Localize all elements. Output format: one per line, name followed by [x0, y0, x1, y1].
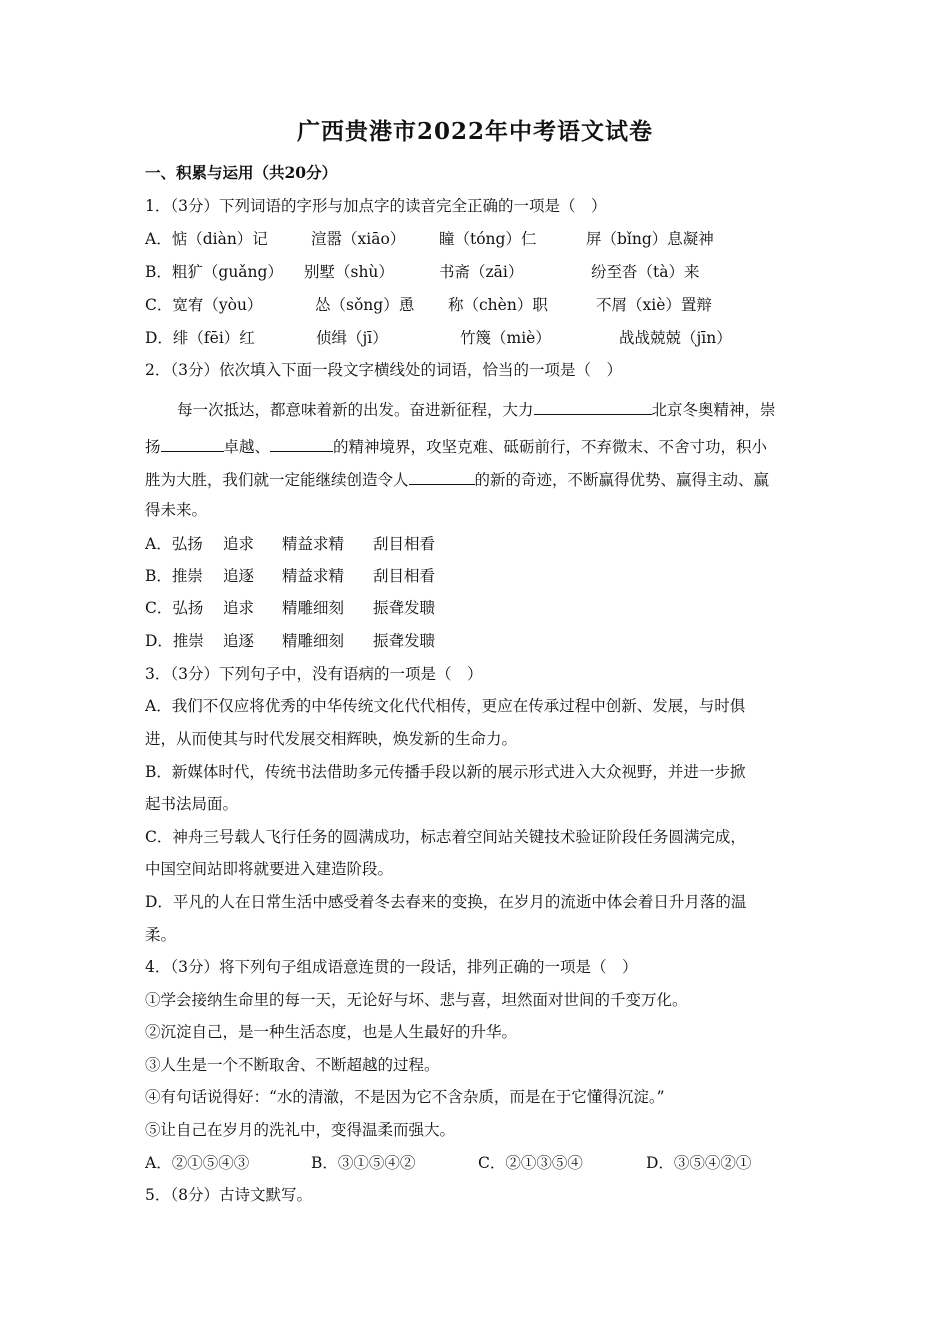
q4-sentence-3: ③人生是一个不断取舍、不断超越的过程。: [145, 1056, 440, 1074]
q3-option-d-line-1: D．平凡的人在日常生活中感受着冬去春来的变换，在岁月的流逝中体会着日升月落的温: [145, 893, 747, 911]
fill-blank-3: [270, 435, 333, 452]
q1-option-d: D．绯（fēi）红 侦缉（jī） 竹篾（miè） 战战兢兢（jīn）: [145, 329, 732, 347]
q3-option-d-line-2: 柔。: [145, 926, 177, 944]
q2-option-b: B．推崇 追逐 精益求精 刮目相看: [145, 567, 436, 585]
q3-option-c-line-1: C．神舟三号载人飞行任务的圆满成功，标志着空间站关键技术验证阶段任务圆满完成，: [145, 828, 746, 846]
q3-option-b-line-2: 起书法局面。: [145, 795, 239, 813]
q3-option-c-line-2: 中国空间站即将就要进入建造阶段。: [145, 860, 394, 878]
q2-option-a: A．弘扬 追求 精益求精 刮目相看: [145, 535, 436, 553]
section-heading: 一、积累与运用（共20分）: [145, 163, 338, 182]
q1-option-c: C．宽宥（yòu） 怂（sǒng）恿 称（chèn）职 不屑（xiè）置辩: [145, 296, 712, 314]
q4-sentence-5: ⑤让自己在岁月的洗礼中，变得温柔而强大。: [145, 1121, 456, 1139]
question-4-stem: 4．（3分）将下列句子组成语意连贯的一段话，排列正确的一项是（ ）: [145, 958, 638, 976]
q4-option-a: A．②①⑤④③: [145, 1154, 250, 1172]
exam-title: 广西贵港市2022年中考语文试卷: [296, 118, 653, 145]
q4-sentence-1: ①学会接纳生命里的每一天，无论好与坏、悲与喜，坦然面对世间的千变万化。: [145, 991, 688, 1009]
q3-option-a-line-1: A．我们不仅应将优秀的中华传统文化代代相传，更应在传承过程中创新、发展，与时俱: [145, 697, 746, 715]
q3-option-a-line-2: 进，从而使其与时代发展交相辉映，焕发新的生命力。: [145, 730, 518, 748]
question-1-stem: 1．（3分）下列词语的字形与加点字的读音完全正确的一项是（ ）: [145, 197, 607, 215]
q2-passage-line-3: 胜为大胜，我们就一定能继续创造令人 的新的奇迹，不断赢得优势、赢得主动、赢: [145, 468, 769, 490]
question-3-stem: 3．（3分）下列句子中，没有语病的一项是（ ）: [145, 665, 483, 683]
q4-option-d: D．③⑤④②①: [646, 1154, 752, 1172]
q3-option-b-line-1: B．新媒体时代，传统书法借助多元传播手段以新的展示形式进入大众视野，并进一步掀: [145, 763, 746, 781]
question-5-stem: 5．（8分）古诗文默写。: [145, 1186, 312, 1204]
fill-blank-1: [534, 398, 652, 415]
q4-sentence-2: ②沉淀自己，是一种生活态度，也是人生最好的升华。: [145, 1023, 518, 1041]
q2-passage-line-2: 扬 卓越、 的精神境界，攻坚克难、砥砺前行，不弃微末、不舍寸功，积小: [145, 435, 767, 457]
q1-option-a: A．惦（diàn）记 渲嚣（xiāo） 瞳（tóng）仁 屏（bǐng）息凝神: [145, 230, 714, 248]
q4-option-c: C．②①③⑤④: [478, 1154, 583, 1172]
question-2-stem: 2．（3分）依次填入下面一段文字横线处的词语，恰当的一项是（ ）: [145, 361, 622, 379]
fill-blank-2: [161, 435, 224, 452]
q4-options: [145, 1153, 805, 1173]
q2-option-d: D．推崇 追逐 精雕细刻 振聋发聩: [145, 632, 436, 650]
q2-option-c: C．弘扬 追求 精雕细刻 振聋发聩: [145, 599, 436, 617]
q4-sentence-4: ④有句话说得好：“水的清澈，不是因为它不含杂质，而是在于它懂得沉淀。”: [145, 1088, 665, 1106]
fill-blank-4: [409, 468, 475, 485]
q2-passage-line-4: 得未来。: [145, 501, 208, 519]
q1-option-b: B．粗犷（guǎng） 别墅（shù） 书斋（zāi） 纷至沓（tà）来: [145, 263, 700, 281]
q2-passage-line-1: 每一次抵达，都意味着新的出发。奋进新征程，大力 北京冬奥精神，崇: [145, 398, 776, 420]
q4-option-b: B．③①⑤④②: [311, 1154, 416, 1172]
